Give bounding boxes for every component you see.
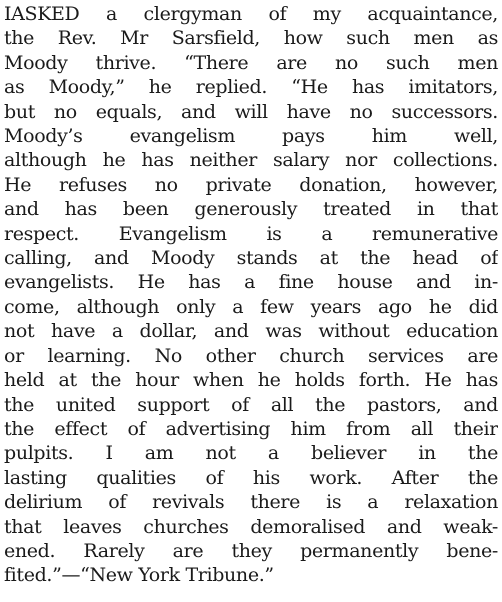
text-line-6: Moody’s evangelism pays him well, <box>4 125 498 148</box>
text-line-19: pulpits. I am not a believer in the <box>4 442 498 465</box>
lead-initial: I <box>4 3 12 25</box>
text-line-11: calling, and Moody stands at the head of <box>4 247 498 270</box>
text-line-20: lasting qualities of his work. After the <box>4 466 498 489</box>
text-line-16: held at the hour when he holds forth. He has <box>4 369 498 392</box>
text-line-5: but no equals, and will have no successors. <box>4 100 498 123</box>
text-line-14: not have a dollar, and was without education <box>4 320 498 343</box>
text-line-3: Moody thrive. “There are no such men <box>4 51 498 74</box>
text-line-18: the effect of advertising him from all their <box>4 417 498 440</box>
text-line-1 <box>4 2 498 26</box>
text-line-13: come, although only a few years ago he did <box>4 295 498 318</box>
text-line-23: ened. Rarely are they permanently bene- <box>4 539 498 562</box>
text-line-21: delirium of revivals there is a relaxation <box>4 491 498 514</box>
text-line-15: or learning. No other church services are <box>4 344 498 367</box>
text-line-12: evangelists. He has a fine house and in- <box>4 271 498 294</box>
text-line-2: the Rev. Mr Sarsfield, how such men as <box>4 27 498 50</box>
text-line-17: the united support of all the pastors, and <box>4 393 498 416</box>
text-line-4: as Moody,” he replied. “He has imitators, <box>4 76 498 99</box>
lead-small-caps: ASKED <box>11 3 80 25</box>
text-line-24: fited.”—“New York Tribune.” <box>4 564 274 587</box>
article-column <box>4 2 498 588</box>
text-line-8: He refuses no private donation, however, <box>4 173 498 196</box>
text-line-10: respect. Evangelism is a remunerative <box>4 222 498 245</box>
line-1-rest: a clergyman of my acquaintance, <box>79 3 498 25</box>
text-line-22: that leaves churches demoralised and weak- <box>4 515 498 538</box>
text-line-9: and has been generously treated in that <box>4 198 498 221</box>
text-line-7: although he has neither salary nor collections. <box>4 149 498 172</box>
